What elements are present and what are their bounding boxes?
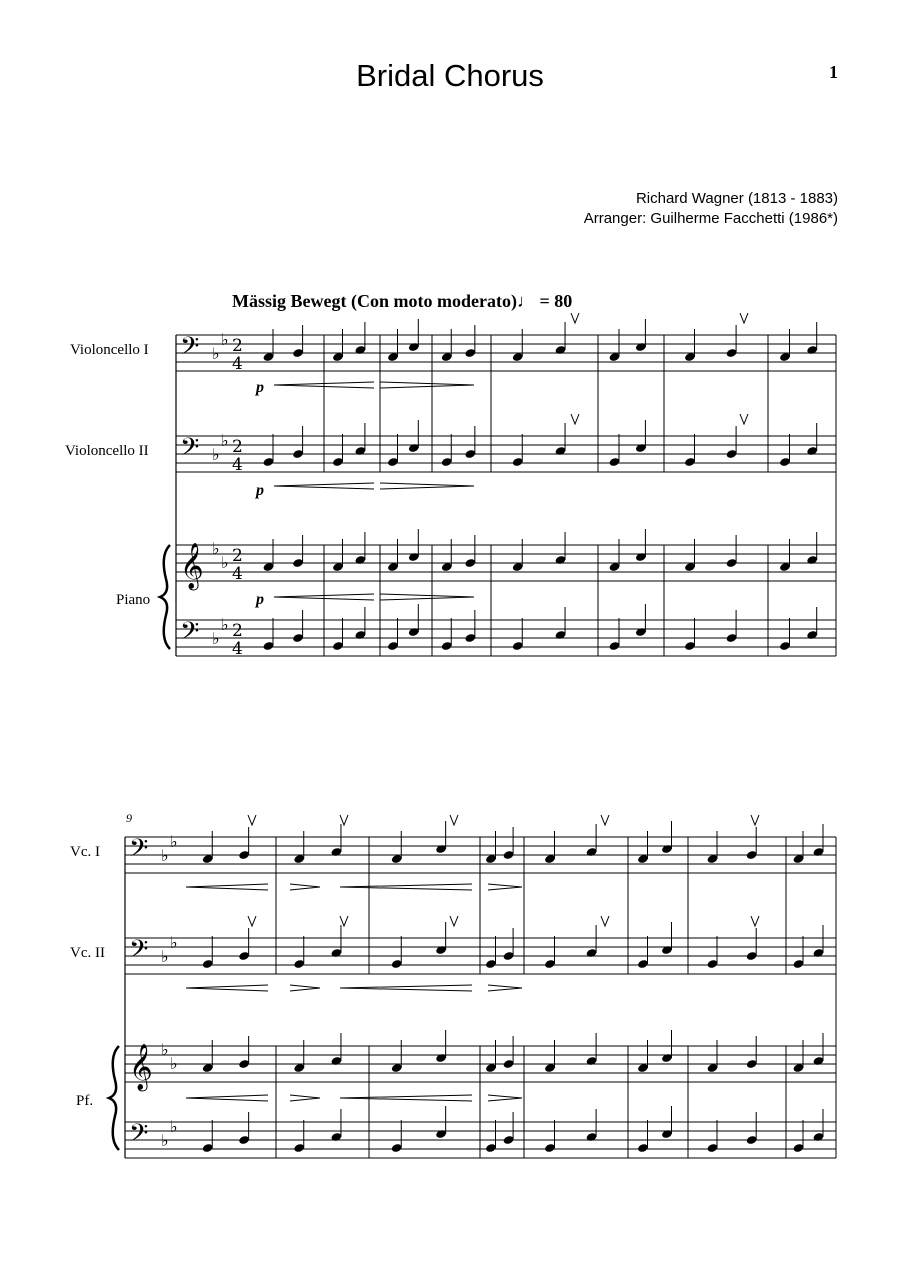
up-bow-icon [751,916,759,926]
flat-icon: ♭ [221,553,229,572]
staff-label-cello-2-short: Vc. II [70,945,105,961]
treble-clef-icon: 𝄞 [180,543,204,589]
time-signature-bottom: 4 [232,354,243,374]
bass-clef-icon: 𝄢 [180,617,200,652]
dynamic-p-cello-2: p [256,482,264,499]
flat-icon: ♭ [221,615,229,634]
up-bow-icon [571,313,579,323]
staff-label-cello-1-short: Vc. I [70,844,100,860]
tempo-bpm: = 80 [534,291,573,311]
flat-icon: ♭ [212,445,220,464]
staff-label-piano-short: Pf. [76,1093,94,1109]
up-bow-icon [601,815,609,825]
piece-title: Bridal Chorus [356,58,544,93]
up-bow-icon [248,916,256,926]
decrescendo-hairpin [290,884,320,890]
up-bow-icon [571,414,579,424]
system-2-staves [109,815,836,1158]
decrescendo-hairpin [488,1095,522,1101]
quarter-note-icon: ♩ [516,291,535,311]
flat-icon: ♭ [221,431,229,450]
up-bow-icon [601,916,609,926]
time-signature-top: 2 [232,621,243,641]
decrescendo-hairpin [380,382,474,388]
flat-icon: ♭ [212,344,220,363]
staff-label-cello-1: Violoncello I [70,342,149,358]
system-1 [65,313,836,659]
system-2 [70,811,836,1158]
composer: Richard Wagner (1813 - 1883) [635,190,838,207]
measure-number: 9 [126,811,132,825]
flat-icon: ♭ [212,629,220,648]
flat-icon: ♭ [161,1131,169,1150]
bass-clef-icon: 𝄢 [180,433,200,468]
up-bow-icon [740,414,748,424]
flat-icon: ♭ [170,1117,178,1136]
dynamic-p-piano: p [256,591,264,608]
staff-label-piano: Piano [116,592,151,608]
crescendo-hairpin [186,884,268,890]
up-bow-icon [248,815,256,825]
time-signature-top: 2 [232,546,243,566]
bass-clef-icon: 𝄢 [129,1119,149,1154]
dynamic-p-cello-1: p [256,379,264,396]
piano-brace [160,545,170,649]
flat-icon: ♭ [161,1040,169,1059]
flat-icon: ♭ [170,933,178,952]
staff-label-cello-2: Violoncello II [65,443,149,459]
time-signature-bottom: 4 [232,639,243,659]
treble-clef-icon: 𝄞 [129,1044,153,1090]
piano-brace [109,1046,119,1150]
bass-clef-icon: 𝄢 [129,935,149,970]
decrescendo-hairpin [380,483,474,489]
up-bow-icon [450,916,458,926]
up-bow-icon [340,815,348,825]
crescendo-hairpin [340,985,472,991]
crescendo-hairpin [186,985,268,991]
time-signature-bottom: 4 [232,455,243,475]
decrescendo-hairpin [290,1095,320,1101]
bass-clef-icon: 𝄢 [180,332,200,367]
decrescendo-hairpin [380,594,474,600]
flat-icon: ♭ [161,846,169,865]
decrescendo-hairpin [488,985,522,991]
time-signature-bottom: 4 [232,564,243,584]
crescendo-hairpin [274,483,374,489]
arranger: Arranger: Guilherme Facchetti (1986*) [583,210,838,227]
flat-icon: ♭ [170,832,178,851]
up-bow-icon [340,916,348,926]
flat-icon: ♭ [161,947,169,966]
flat-icon: ♭ [212,539,220,558]
crescendo-hairpin [340,884,472,890]
tempo-text: Mässig Bewegt (Con moto moderato) [232,291,517,311]
bass-clef-icon: 𝄢 [129,834,149,869]
crescendo-hairpin [186,1095,268,1101]
time-signature-top: 2 [232,336,243,356]
up-bow-icon [740,313,748,323]
decrescendo-hairpin [488,884,522,890]
decrescendo-hairpin [290,985,320,991]
page-number: 1 [829,62,838,82]
flat-icon: ♭ [221,330,229,349]
time-signature-top: 2 [232,437,243,457]
up-bow-icon [450,815,458,825]
crescendo-hairpin [340,1095,472,1101]
up-bow-icon [751,815,759,825]
flat-icon: ♭ [170,1054,178,1073]
